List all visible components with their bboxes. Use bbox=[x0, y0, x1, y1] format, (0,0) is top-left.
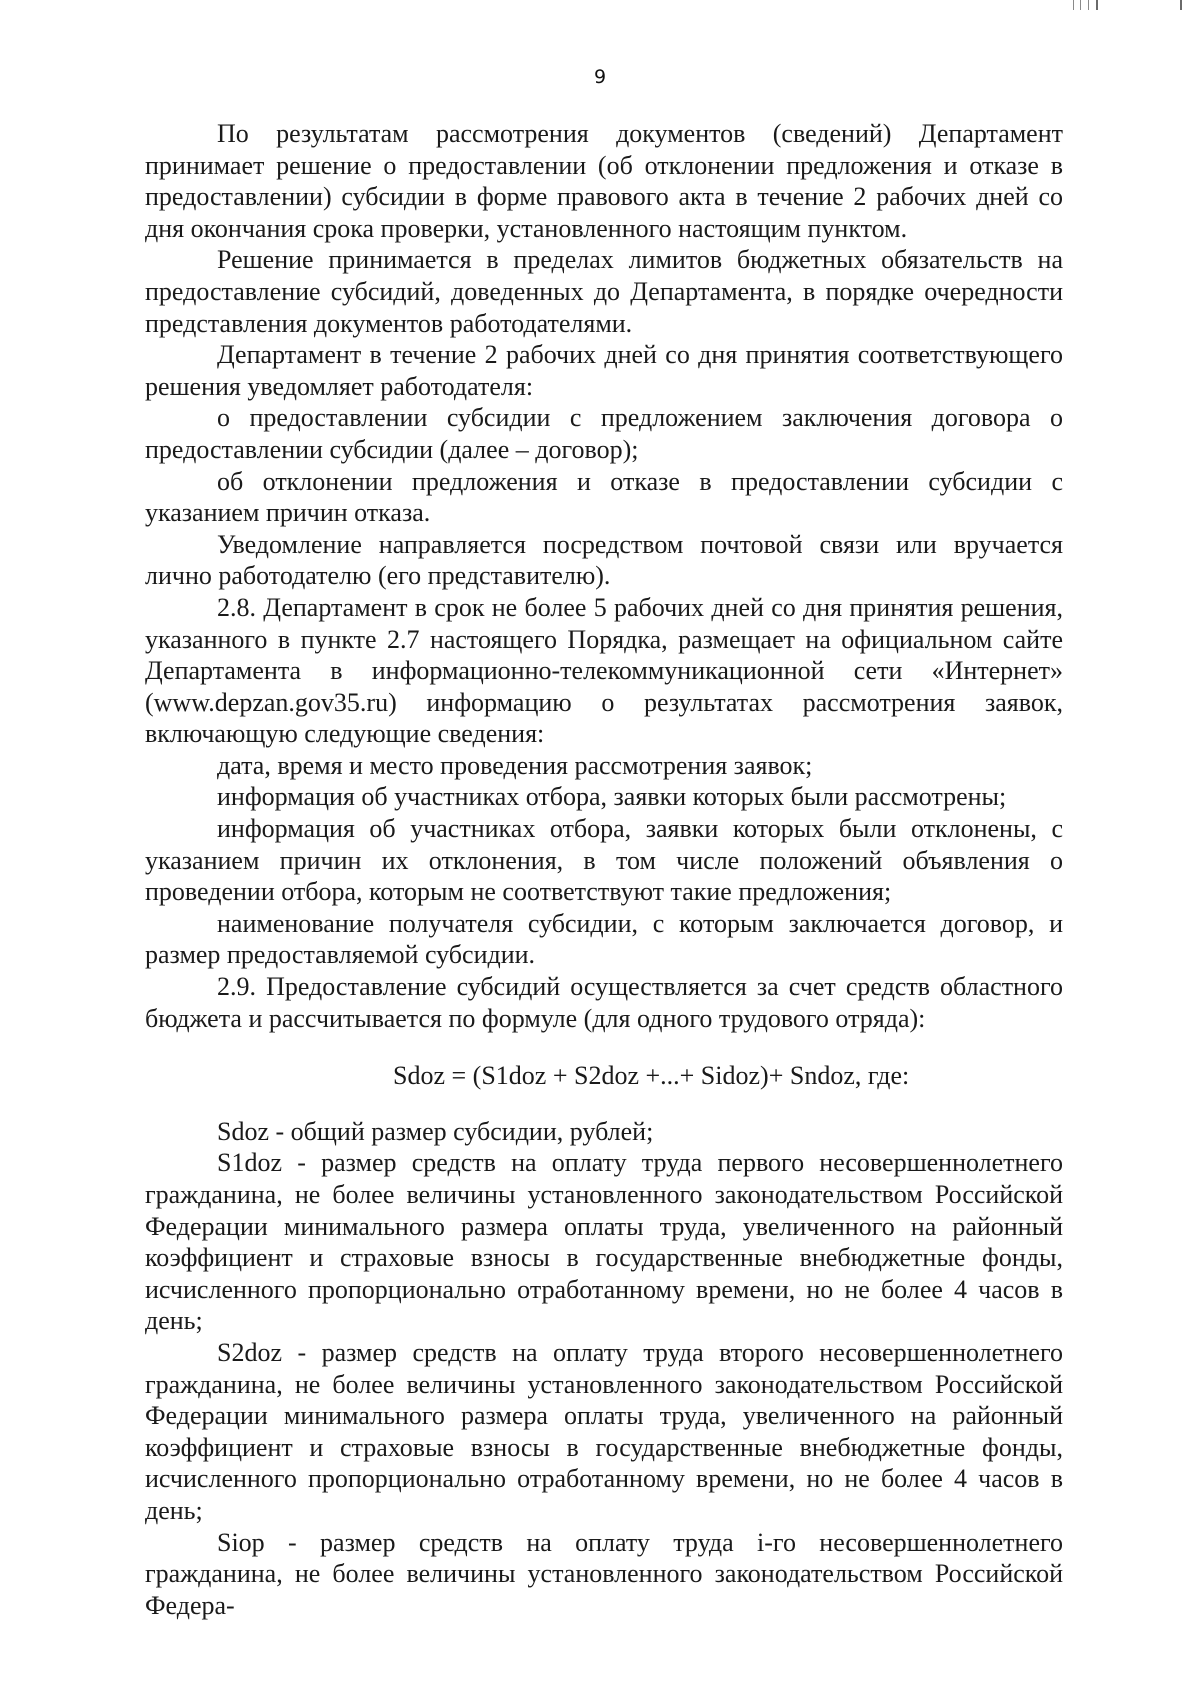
paragraph: об отклонении предложения и отказе в предоставлении субсидии с указанием причин отказа. bbox=[145, 466, 1063, 528]
definition-item: Siop - размер средств на оплату труда i-го несовершеннолетнего гражданина, не более величины установленного законодательством Российской Федера- bbox=[145, 1527, 1063, 1620]
scan-edge-mark bbox=[1080, 0, 1081, 10]
paragraph: Департамент в течение 2 рабочих дней со дня принятия соответствующего решения уведомляет работодателя: bbox=[145, 340, 1063, 401]
subsidy-formula: Sdoz = (S1doz + S2doz +...+ Sidoz)+ Sndoz, где: bbox=[393, 1061, 910, 1091]
definition-item: Sdoz - общий размер субсидии, рублей; bbox=[217, 1116, 654, 1146]
list-item: дата, время и место проведения рассмотрения заявок; bbox=[217, 750, 813, 780]
list-item: информация об участниках отбора, заявки которых были отклонены, с указанием причин их отклонения, в том числе положений объявления о проведении отбора, которым не соответствуют такие предложения; bbox=[145, 814, 1063, 907]
scan-edge-mark bbox=[1073, 0, 1074, 10]
definition-item: S1doz - размер средств на оплату труда первого несовершеннолетнего гражданина, не более величины установленного законодательством Российской Федерации минимального размера оплаты труда, увеличенного на районный коэффициент и страховые взносы в государственные внебюджетные фонды, исчисленного пропорционально отработанному времени, но не более 4 часов в день; bbox=[145, 1148, 1063, 1336]
list-item: наименование получателя субсидии, с которым заключается договор, и размер предоставляемой субсидии. bbox=[145, 908, 1063, 970]
scan-edge-mark bbox=[1180, 0, 1182, 10]
list-item: информация об участниках отбора, заявки которых были рассмотрены; bbox=[217, 782, 1007, 812]
section-2-8-paragraph: 2.8. Департамент в срок не более 5 рабочих дней со дня принятия решения, указанного в пункте 2.7 настоящего Порядка, размещает на официальном сайте Департамента в информационно-телекоммуникационной сети «Интернет» (www.depzan.gov35.ru) информацию о результатах рассмотрения заявок, включающую следующие сведения: bbox=[145, 592, 1063, 749]
paragraph: Решение принимается в пределах лимитов бюджетных обязательств на предоставление субсидий, доведенных до Департамента, в порядке очередности представления документов работодателями. bbox=[145, 245, 1063, 338]
page-number: 9 bbox=[593, 66, 607, 88]
paragraph: По результатам рассмотрения документов (сведений) Департамент принимает решение о предоставлении (об отклонении предложения и отказе в предоставлении) субсидии в форме правового акта в течение 2 рабочих дней со дня окончания срока проверки, установленного настоящим пунктом. bbox=[145, 119, 1063, 243]
scan-edge-mark bbox=[1088, 0, 1089, 10]
paragraph: о предоставлении субсидии с предложением заключения договора о предоставлении субсидии (далее – договор); bbox=[145, 403, 1063, 464]
scan-edge-mark bbox=[1096, 0, 1098, 10]
paragraph: Уведомление направляется посредством почтовой связи или вручается лично работодателю (его представителю). bbox=[145, 529, 1063, 591]
section-2-9-paragraph: 2.9. Предоставление субсидий осуществляется за счет средств областного бюджета и рассчитывается по формуле (для одного трудового отряда): bbox=[145, 972, 1063, 1033]
document-body bbox=[145, 118, 1063, 1621]
definition-item: S2doz - размер средств на оплату труда второго несовершеннолетнего гражданина, не более величины установленного законодательством Российской Федерации минимального размера оплаты труда, увеличенного на районный коэффициент и страховые взносы в государственные внебюджетные фонды, исчисленного пропорционально отработанному времени, но не более 4 часов в день; bbox=[145, 1337, 1063, 1525]
